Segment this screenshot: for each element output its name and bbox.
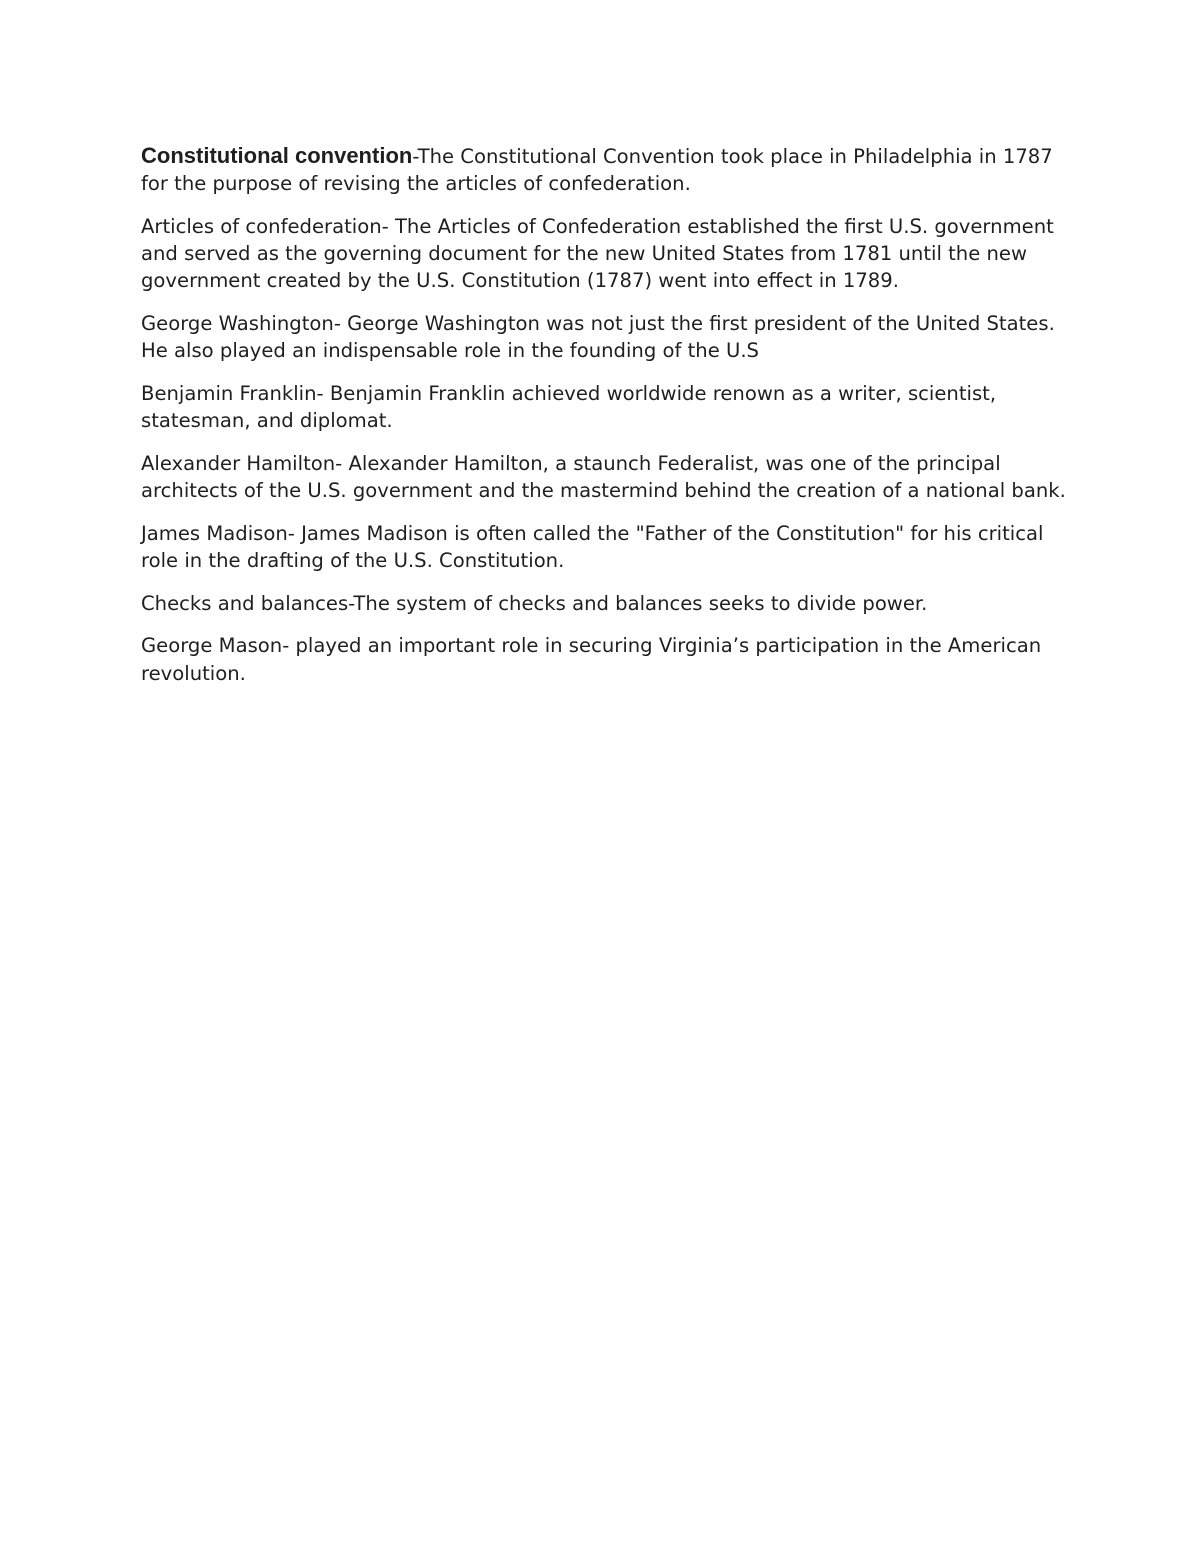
- entry-george-washington: [141, 310, 1066, 364]
- entry-checks-and-balances: [141, 590, 1066, 617]
- entry-articles-of-confederation: [141, 213, 1066, 295]
- entry-term: Constitutional convention: [141, 143, 413, 168]
- entry-george-mason: [141, 632, 1066, 686]
- entry-benjamin-franklin: [141, 380, 1066, 434]
- entry-definition: - Benjamin Franklin achieved worldwide renown as a writer, scientist, statesman, and diplomat.: [141, 381, 997, 433]
- entry-definition: - James Madison is often called the "Father of the Constitution" for his critical role in the drafting of the U.S. Constitution.: [141, 521, 1044, 572]
- entry-constitutional-convention: [141, 142, 1066, 197]
- entry-definition: - The Articles of Confederation established the first U.S. government and served as the governing document for the new United States from 1781 until the new government created by the U.S. Constitution (1787) went into effect in 1789.: [141, 214, 1054, 293]
- entry-definition: - George Washington was not just the first president of the United States. He also played an indispensable role in the founding of the U.S: [141, 312, 1055, 363]
- document-body: [141, 142, 1066, 702]
- entry-definition: - played an important role in securing Virginia’s participation in the American revolution.: [141, 634, 1042, 685]
- entry-james-madison: [141, 520, 1066, 574]
- entry-alexander-hamilton: [141, 450, 1066, 504]
- entry-term: Benjamin Franklin: [141, 381, 317, 405]
- entry-term: George Mason: [141, 634, 283, 658]
- entry-term: James Madison: [141, 521, 288, 545]
- entry-term: Alexander Hamilton: [141, 451, 336, 475]
- entry-term: Articles of confederation: [141, 214, 382, 238]
- entry-definition: -The system of checks and balances seeks to divide power.: [348, 591, 928, 615]
- entry-term: Checks and balances: [141, 591, 349, 615]
- entry-definition: -The Constitutional Convention took place in Philadelphia in 1787 for the purpose of revising the articles of confederation.: [141, 145, 1053, 196]
- entry-term: George Washington: [141, 312, 334, 336]
- entry-definition: - Alexander Hamilton, a staunch Federalist, was one of the principal architects of the U.S. government and the mastermind behind the creation of a national bank.: [141, 451, 1066, 503]
